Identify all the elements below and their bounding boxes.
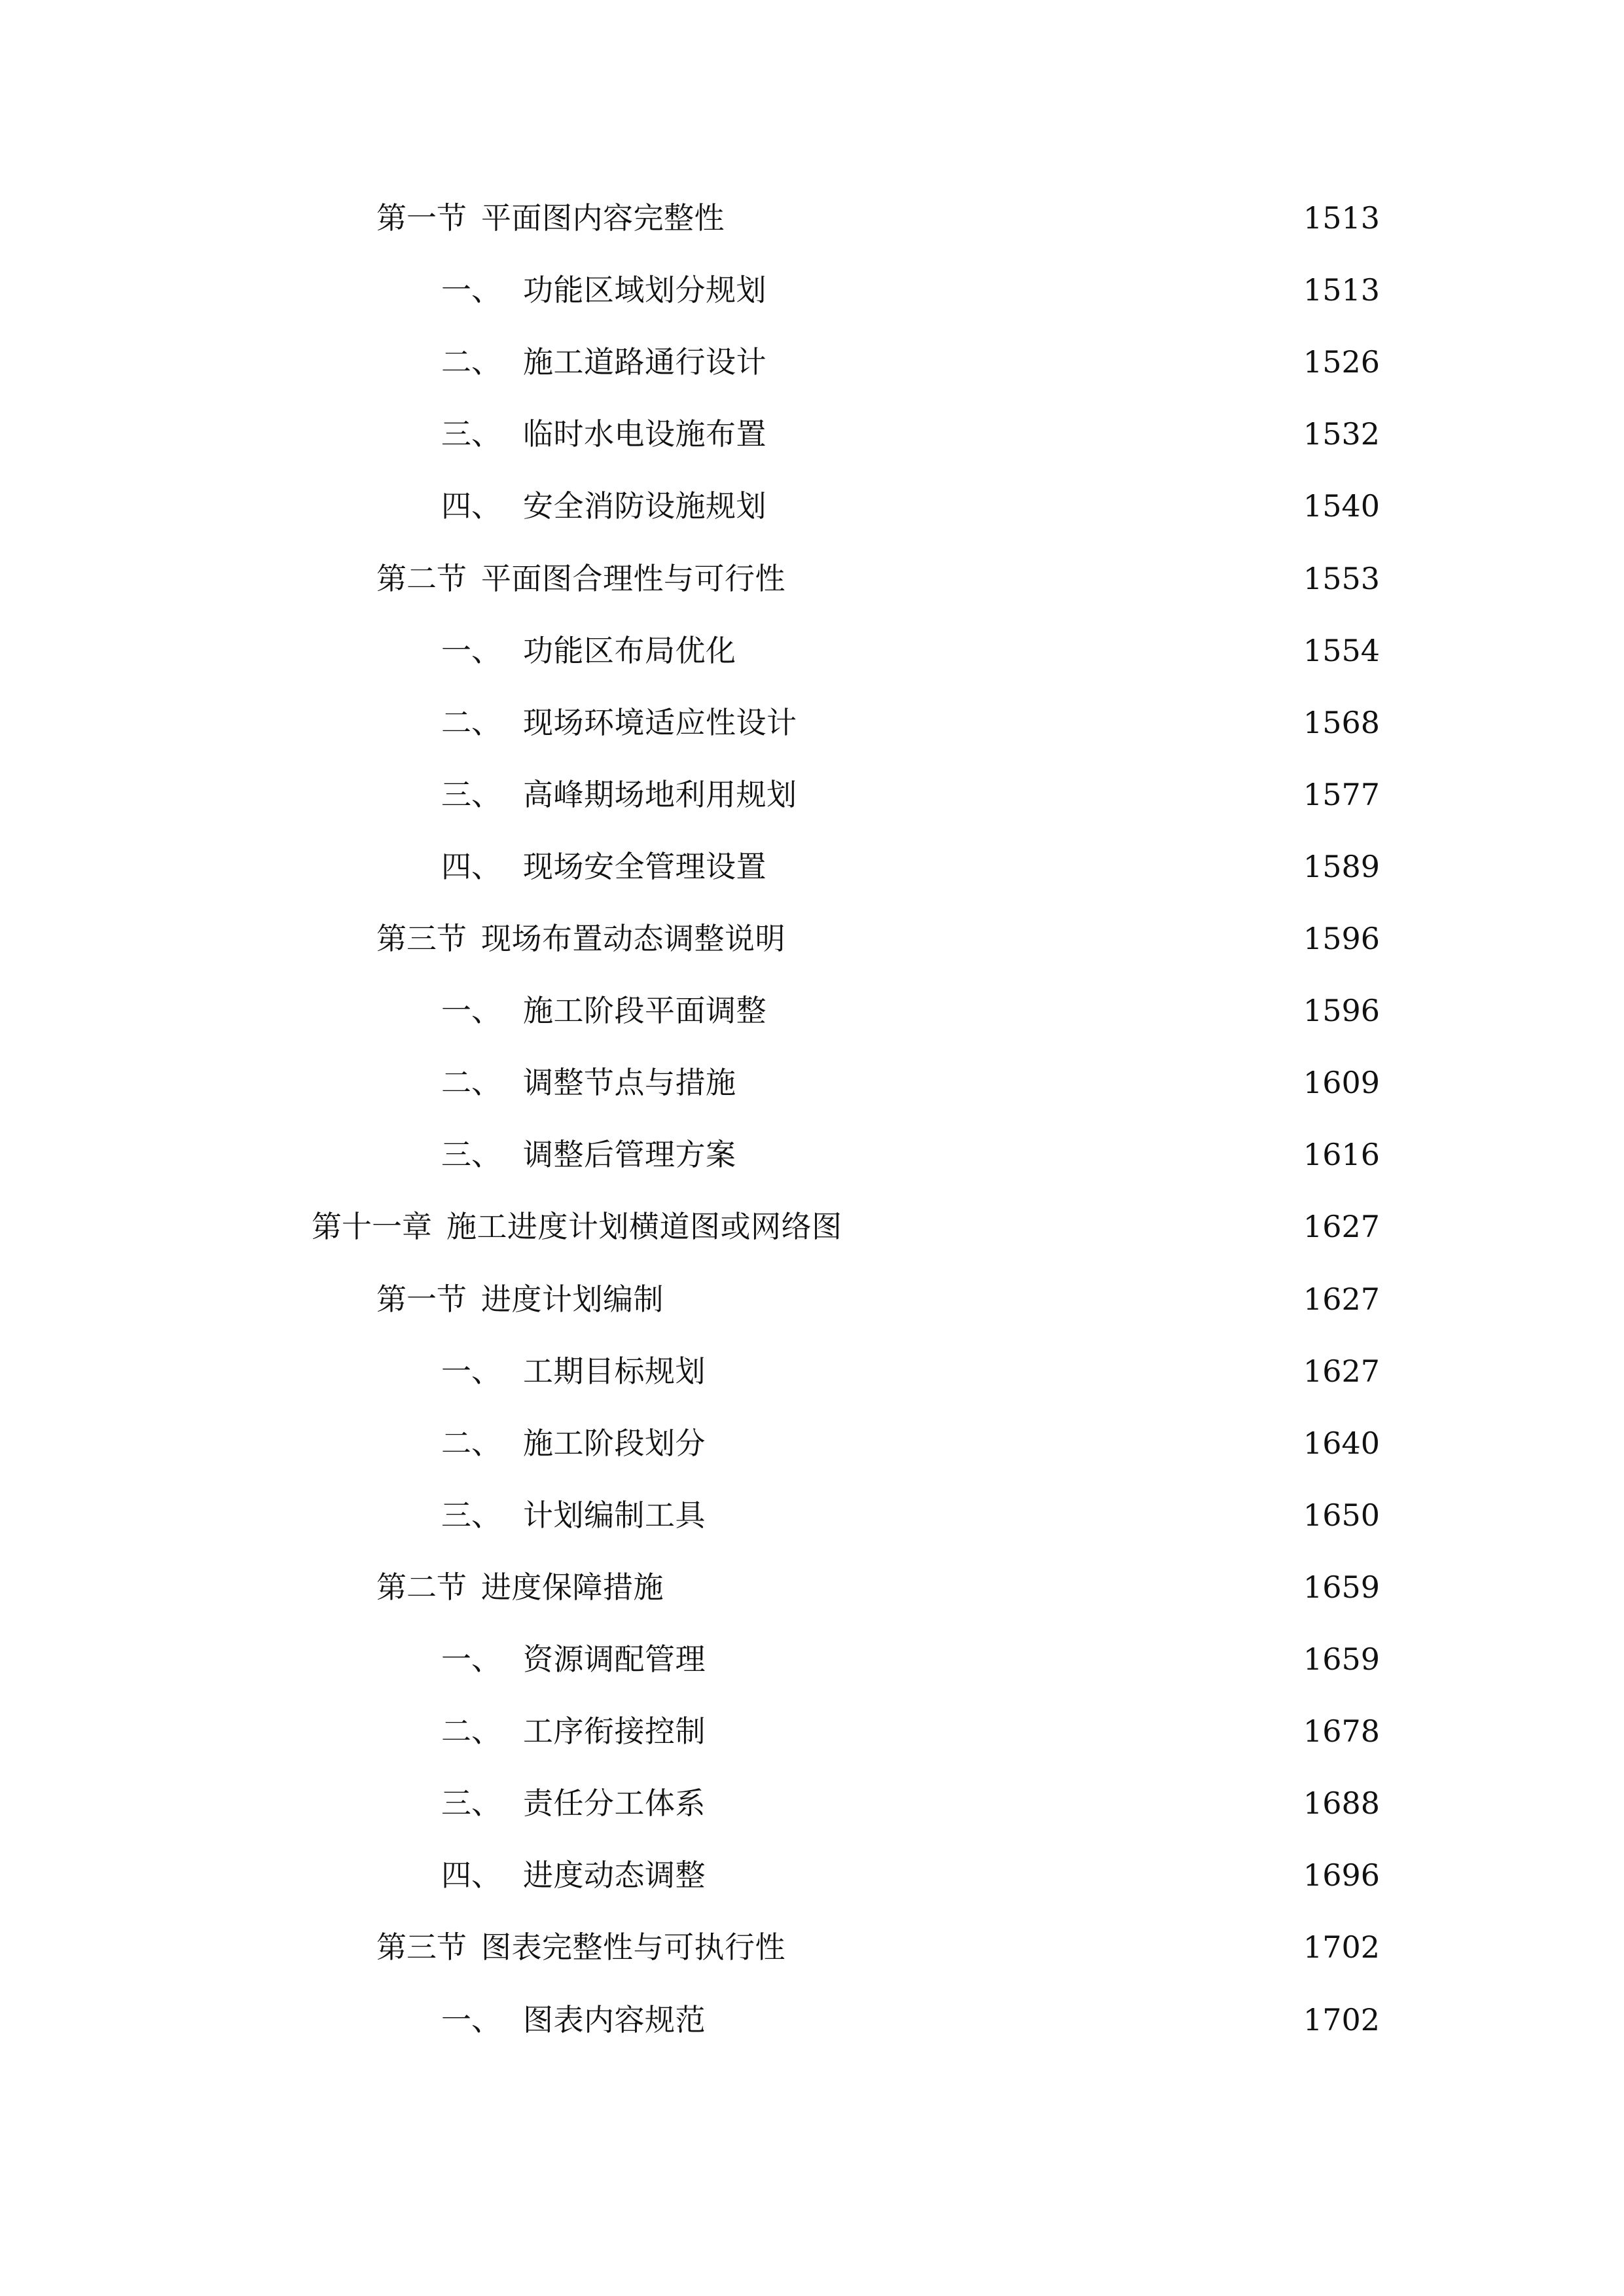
toc-entry-number: 二、 xyxy=(441,1713,501,1749)
toc-entry-page-number: 1702 xyxy=(1303,2002,1380,2037)
toc-entry-number: 第一节 xyxy=(376,1282,467,1317)
toc-entry-item[interactable] xyxy=(441,1997,1380,2043)
toc-entry-title: 施工阶段平面调整 xyxy=(523,993,767,1028)
toc-entry-item[interactable] xyxy=(441,628,1380,673)
toc-entry-page-number: 1609 xyxy=(1303,1065,1380,1100)
dot-leader xyxy=(773,505,1294,520)
toc-entry-item[interactable] xyxy=(441,339,1380,385)
toc-entry-page-number: 1554 xyxy=(1303,633,1380,668)
toc-entry-page-number: 1627 xyxy=(1303,1354,1380,1389)
dot-leader xyxy=(743,1154,1294,1168)
toc-entry-page-number: 1678 xyxy=(1303,1713,1380,1749)
toc-entry-number: 第二节 xyxy=(376,561,467,596)
toc-entry-page-number: 1696 xyxy=(1303,1857,1380,1893)
dot-leader xyxy=(712,2019,1294,2034)
toc-entry-title: 安全消防设施规划 xyxy=(523,488,767,524)
toc-entry-title: 施工进度计划横道图或网络图 xyxy=(446,1209,842,1244)
toc-entry-number: 一、 xyxy=(441,993,501,1028)
toc-entry-page-number: 1659 xyxy=(1303,1570,1380,1605)
toc-entry-item[interactable] xyxy=(441,1492,1380,1538)
toc-entry-number: 一、 xyxy=(441,1641,501,1677)
toc-entry-number: 二、 xyxy=(441,705,501,740)
toc-entry-item[interactable] xyxy=(441,483,1380,529)
dot-leader xyxy=(731,217,1294,232)
toc-entry-page-number: 1589 xyxy=(1303,849,1380,884)
toc-entry-item[interactable] xyxy=(441,1348,1380,1394)
toc-entry-number: 四、 xyxy=(441,849,501,884)
toc-entry-section[interactable] xyxy=(376,1924,1380,1970)
toc-entry-section[interactable] xyxy=(376,556,1380,601)
toc-entry-page-number: 1596 xyxy=(1303,993,1380,1028)
toc-entry-chapter[interactable] xyxy=(312,1204,1380,1249)
toc-entry-title: 图表完整性与可执行性 xyxy=(481,1929,785,1965)
toc-entry-number: 三、 xyxy=(441,1137,501,1172)
dot-leader xyxy=(712,1731,1294,1745)
dot-leader xyxy=(712,1371,1294,1385)
dot-leader xyxy=(712,1803,1294,1817)
toc-entry-title: 平面图内容完整性 xyxy=(481,200,725,236)
dot-leader xyxy=(792,578,1294,592)
toc-entry-title: 工序衔接控制 xyxy=(523,1713,706,1749)
toc-entry-number: 四、 xyxy=(441,1857,501,1893)
toc-entry-title: 进度计划编制 xyxy=(481,1282,664,1317)
toc-entry-number: 一、 xyxy=(441,2002,501,2037)
toc-entry-number: 第一节 xyxy=(376,200,467,236)
toc-entry-page-number: 1702 xyxy=(1303,1929,1380,1965)
dot-leader xyxy=(792,938,1294,952)
toc-entry-page-number: 1526 xyxy=(1303,344,1380,380)
toc-entry-number: 二、 xyxy=(441,1426,501,1461)
toc-entry-page-number: 1616 xyxy=(1303,1137,1380,1172)
dot-leader xyxy=(670,1587,1294,1601)
toc-entry-page-number: 1540 xyxy=(1303,488,1380,524)
toc-entry-item[interactable] xyxy=(441,988,1380,1033)
toc-entry-title: 计划编制工具 xyxy=(523,1498,706,1533)
toc-entry-title: 图表内容规范 xyxy=(523,2002,706,2037)
toc-entry-title: 临时水电设施布置 xyxy=(523,416,767,452)
toc-entry-item[interactable] xyxy=(441,1420,1380,1466)
toc-entry-number: 一、 xyxy=(441,1354,501,1389)
toc-entry-number: 第二节 xyxy=(376,1570,467,1605)
toc-entry-item[interactable] xyxy=(441,267,1380,313)
dot-leader xyxy=(773,361,1294,376)
dot-leader xyxy=(849,1226,1294,1240)
dot-leader xyxy=(773,289,1294,304)
toc-entry-title: 现场安全管理设置 xyxy=(523,849,767,884)
toc-entry-number: 二、 xyxy=(441,344,501,380)
toc-entry-number: 二、 xyxy=(441,1065,501,1100)
dot-leader xyxy=(743,1082,1294,1096)
dot-leader xyxy=(712,1659,1294,1673)
toc-entry-item[interactable] xyxy=(441,411,1380,457)
toc-entry-section[interactable] xyxy=(376,1564,1380,1610)
toc-entry-number: 三、 xyxy=(441,416,501,452)
toc-entry-page-number: 1553 xyxy=(1303,561,1380,596)
toc-entry-page-number: 1627 xyxy=(1303,1209,1380,1244)
toc-entry-title: 资源调配管理 xyxy=(523,1641,706,1677)
toc-entry-title: 工期目标规划 xyxy=(523,1354,706,1389)
toc-entry-page-number: 1688 xyxy=(1303,1785,1380,1821)
toc-entry-number: 第十一章 xyxy=(312,1209,432,1244)
toc-entry-title: 施工阶段划分 xyxy=(523,1426,706,1461)
toc-entry-title: 施工道路通行设计 xyxy=(523,344,767,380)
toc-entry-item[interactable] xyxy=(441,1780,1380,1826)
toc-entry-page-number: 1627 xyxy=(1303,1282,1380,1317)
dot-leader xyxy=(773,433,1294,448)
dot-leader xyxy=(712,1874,1294,1889)
toc-entry-number: 三、 xyxy=(441,777,501,812)
toc-entry-item[interactable] xyxy=(441,1636,1380,1682)
toc-entry-item[interactable] xyxy=(441,700,1380,745)
toc-entry-page-number: 1513 xyxy=(1303,200,1380,236)
toc-entry-item[interactable] xyxy=(441,1708,1380,1754)
toc-entry-number: 第三节 xyxy=(376,921,467,956)
dot-leader xyxy=(712,1515,1294,1529)
dot-leader xyxy=(804,794,1294,808)
dot-leader xyxy=(712,1443,1294,1457)
toc-entry-page-number: 1596 xyxy=(1303,921,1380,956)
dot-leader xyxy=(743,650,1294,664)
toc-entry-title: 进度保障措施 xyxy=(481,1570,664,1605)
toc-entry-item[interactable] xyxy=(441,772,1380,817)
toc-entry-item[interactable] xyxy=(441,844,1380,889)
toc-entry-page-number: 1532 xyxy=(1303,416,1380,452)
toc-entry-title: 现场环境适应性设计 xyxy=(523,705,797,740)
toc-entry-page-number: 1650 xyxy=(1303,1498,1380,1533)
toc-entry-section[interactable] xyxy=(376,195,1380,241)
toc-entry-title: 功能区布局优化 xyxy=(523,633,736,668)
toc-entry-title: 调整后管理方案 xyxy=(523,1137,736,1172)
toc-entry-title: 功能区域划分规划 xyxy=(523,272,767,308)
toc-entry-number: 三、 xyxy=(441,1785,501,1821)
toc-entry-section[interactable] xyxy=(376,1276,1380,1322)
dot-leader xyxy=(773,866,1294,880)
toc-entry-number: 三、 xyxy=(441,1498,501,1533)
toc-entry-item[interactable] xyxy=(441,1060,1380,1105)
toc-entry-item[interactable] xyxy=(441,1852,1380,1898)
toc-entry-title: 责任分工体系 xyxy=(523,1785,706,1821)
toc-entry-item[interactable] xyxy=(441,1132,1380,1177)
toc-entry-title: 高峰期场地利用规划 xyxy=(523,777,797,812)
toc-entry-title: 进度动态调整 xyxy=(523,1857,706,1893)
toc-entry-title: 调整节点与措施 xyxy=(523,1065,736,1100)
toc-entry-title: 现场布置动态调整说明 xyxy=(481,921,785,956)
dot-leader xyxy=(804,722,1294,736)
toc-entry-page-number: 1568 xyxy=(1303,705,1380,740)
toc-entry-number: 四、 xyxy=(441,488,501,524)
toc-entry-number: 第三节 xyxy=(376,1929,467,1965)
toc-entry-page-number: 1513 xyxy=(1303,272,1380,308)
toc-entry-page-number: 1659 xyxy=(1303,1641,1380,1677)
toc-entry-title: 平面图合理性与可行性 xyxy=(481,561,785,596)
toc-entry-section[interactable] xyxy=(376,916,1380,961)
toc-entry-page-number: 1640 xyxy=(1303,1426,1380,1461)
dot-leader xyxy=(670,1299,1294,1313)
dot-leader xyxy=(792,1946,1294,1961)
toc-entry-number: 一、 xyxy=(441,272,501,308)
dot-leader xyxy=(773,1010,1294,1024)
toc-entry-number: 一、 xyxy=(441,633,501,668)
toc-entry-page-number: 1577 xyxy=(1303,777,1380,812)
